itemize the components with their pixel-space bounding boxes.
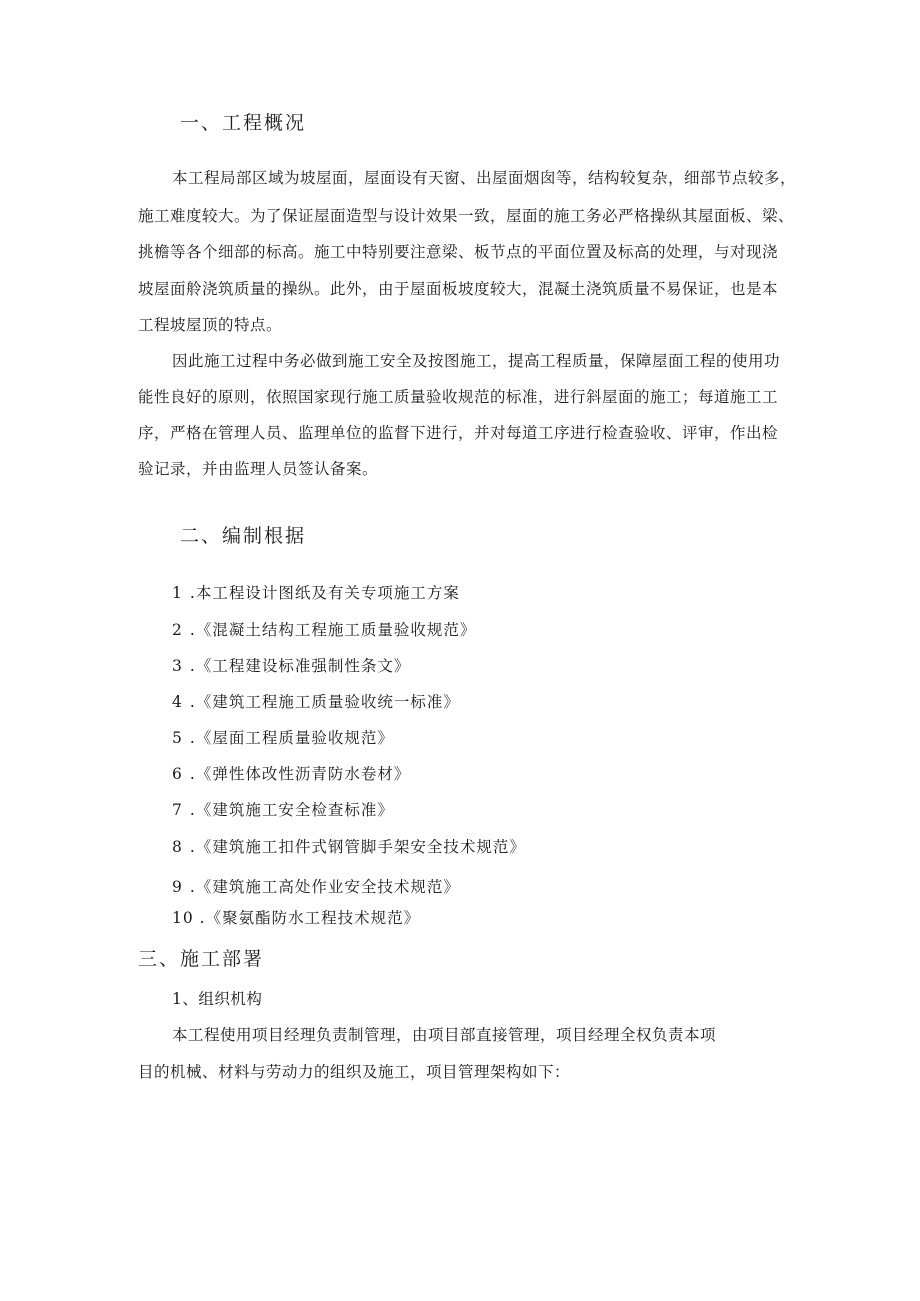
list-item-number: 3	[172, 657, 183, 675]
list-item	[172, 726, 394, 748]
list-item-text: .《工程建设标准强制性条文》	[184, 657, 411, 675]
list-item-number: 8	[172, 838, 183, 856]
section-1-paragraph-1	[172, 168, 796, 188]
section-2-heading: 二、编制根据	[180, 525, 307, 547]
list-item	[172, 654, 410, 676]
list-item-text: .《建筑施工高处作业安全技术规范》	[184, 878, 460, 896]
list-item	[172, 835, 526, 857]
list-item-number: 6	[172, 765, 183, 783]
list-item-text: .《聚氨酯防水工程技术规范》	[193, 909, 421, 927]
paragraph-line: 验记录，并由监理人员签认备案。	[138, 460, 379, 478]
paragraph-line: 本工程使用项目经理负责制管理，由项目部直接管理，项目经理全权负责本项	[172, 1026, 717, 1044]
paragraph-line: 坡屋面舲浇筑质量的操纵。此外，由于屋面板坡度较大，混凝土浇筑质量不易保证，也是本	[138, 280, 779, 298]
paragraph-line: 序，严格在管理人员、监理单位的监督下进行，并对每道工序进行检查验收、评审，作出检	[138, 424, 779, 442]
list-item	[172, 798, 394, 820]
list-item-text: .《建筑施工安全检查标准》	[184, 801, 394, 819]
list-item-number: 7	[172, 801, 183, 819]
list-item-number: 10	[172, 909, 194, 927]
list-item-text: .《建筑工程施工质量验收统一标准》	[184, 693, 460, 711]
list-item-text: .《建筑施工扣件式钢管脚手架安全技术规范》	[184, 838, 526, 856]
list-item	[172, 875, 460, 897]
list-item	[172, 690, 460, 712]
subsection-heading: 1、组织机构	[172, 990, 263, 1008]
list-item-number: 5	[172, 729, 183, 747]
list-item	[172, 581, 460, 603]
list-item	[172, 906, 420, 928]
paragraph-line: 工程坡屋顶的特点。	[138, 316, 283, 334]
list-item-text: .本工程设计图纸及有关专项施工方案	[184, 584, 460, 602]
paragraph-line: 因此施工过程中务必做到施工安全及按图施工，提高工程质量，保障屋面工程的使用功	[172, 352, 781, 370]
paragraph-line: 施工难度较大。为了保证屋面造型与设计效果一致，屋面的施工务必严格操纵其屋面板、梁、	[138, 207, 795, 225]
section-3-heading: 三、施工部署	[138, 948, 265, 970]
list-item-number: 9	[172, 878, 183, 896]
list-item-text: .《屋面工程质量验收规范》	[184, 729, 394, 747]
list-item	[172, 618, 476, 640]
list-item	[172, 762, 410, 784]
section-1-heading: 一、工程概况	[180, 112, 307, 134]
paragraph-line: 能性良好的原则，依照国家现行施工质量验收规范的标准，进行斜屋面的施工；每道施工工	[138, 388, 779, 406]
paragraph-line: 目的机械、材料与劳动力的组织及施工，项目管理架构如下：	[138, 1063, 571, 1081]
list-item-number: 2	[172, 621, 183, 639]
paragraph-line: 本工程局部区域为坡屋面，屋面设有天窗、出屋面烟囱等，结构较复杂，细部节点较多，	[172, 169, 797, 187]
list-item-text: .《弹性体改性沥青防水卷材》	[184, 765, 411, 783]
list-item-number: 4	[172, 693, 183, 711]
list-item-number: 1	[172, 584, 183, 602]
paragraph-line: 挑檐等各个细部的标高。施工中特别要注意梁、板节点的平面位置及标高的处理，与对现浇	[138, 243, 779, 261]
list-item-text: .《混凝土结构工程施工质量验收规范》	[184, 621, 477, 639]
